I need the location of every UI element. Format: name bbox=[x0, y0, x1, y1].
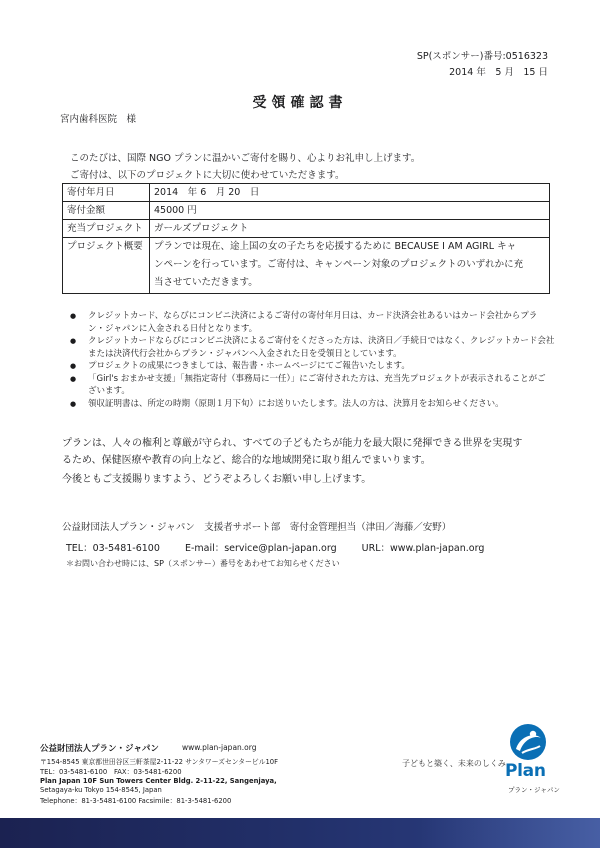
note-line: クレジットカードならびにコンビニ決済によるご寄付をくださった方は、決済日／手続日ではなく、クレジットカード会社 bbox=[88, 336, 555, 346]
row-label-donation-date: 寄付年月日 bbox=[63, 184, 150, 202]
row-value-donation-date: 2014 年 6 月 20 日 bbox=[150, 184, 550, 202]
overview-line: プランでは現在、途上国の女の子たちを応援するために BECAUSE I AM AGIRL キャ bbox=[154, 241, 517, 252]
note-line: 領収証明書は、所定の時期（原則１月下旬）にお送りいたします。法人の方は、決算月をお知らせください。 bbox=[88, 398, 504, 409]
overview-line: 当させていただきます。 bbox=[154, 277, 258, 288]
overview-line: ンペーンを行っています。ご寄付は、キャンペーン対象のプロジェクトのいずれかに充 bbox=[154, 259, 524, 270]
list-item bbox=[70, 398, 554, 411]
list-item bbox=[70, 360, 554, 373]
bullet-icon: ● bbox=[70, 337, 77, 345]
list-item bbox=[70, 373, 554, 398]
message-line: 今後ともご支援賜りますよう、どうぞよろしくお願い申し上げます。 bbox=[62, 474, 372, 485]
row-label-project: 充当プロジェクト bbox=[63, 220, 150, 238]
donation-table bbox=[62, 183, 550, 294]
contact-line bbox=[66, 540, 506, 554]
issue-date: 2014 年 5 月 15 日 bbox=[449, 67, 548, 78]
list-item bbox=[70, 335, 554, 360]
note-line: または決済代行会社からプラン・ジャパンへ入金された日を受領日としています。 bbox=[88, 348, 402, 359]
footer-address: 〒154-8545 東京都世田谷区三軒茶屋2-11-22 サンタワーズセンタービル10F bbox=[40, 758, 279, 766]
note-line: ざいます。 bbox=[88, 386, 130, 396]
row-label-overview: プロジェクト概要 bbox=[63, 238, 150, 294]
bullet-icon: ● bbox=[70, 312, 77, 320]
bullet-icon: ● bbox=[70, 362, 77, 370]
signature: 公益財団法人プラン・ジャパン 支援者サポート部 寄付金管理担当（津田／海藤／安野） bbox=[62, 522, 452, 533]
footer-url-link[interactable]: www.plan-japan.org bbox=[182, 743, 257, 752]
band-sheen bbox=[420, 818, 600, 848]
addressee: 宮内歯科医院 様 bbox=[60, 114, 137, 125]
bullet-icon: ● bbox=[70, 374, 77, 383]
row-value-overview bbox=[150, 238, 550, 294]
logo-subtitle: プラン・ジャパン bbox=[508, 786, 560, 794]
note-line: クレジットカード、ならびにコンビニ決済によるご寄付の寄付年月日は、カード決済会社あるいはカード会社からプラ bbox=[88, 311, 538, 321]
tagline: 子どもと築く、未来のしくみ bbox=[402, 759, 506, 768]
contact-url-link[interactable]: URL：www.plan-japan.org bbox=[361, 543, 485, 554]
logo-wordmark: Plan bbox=[505, 761, 546, 781]
note-line: 「Girl's おまかせ支援」「無指定寄付（事務局に一任）」にご寄付された方は、充当先プロジェクトが表示されることがご bbox=[88, 373, 546, 384]
contact-email-link[interactable]: E-mail：service@plan-japan.org bbox=[184, 543, 337, 554]
notes-list bbox=[70, 310, 554, 410]
footer-band bbox=[0, 818, 600, 848]
note-line: ン・ジャパンに入金される日付となります。 bbox=[88, 323, 258, 334]
table-row bbox=[63, 220, 550, 238]
intro-line: ご寄付は、以下のプロジェクトに大切に使わせていただきます。 bbox=[70, 170, 345, 181]
sponsor-number: SP(スポンサー)番号:0516323 bbox=[416, 51, 548, 62]
bullet-icon: ● bbox=[70, 399, 77, 408]
contact-tel: TEL：03-5481-6100 bbox=[66, 543, 160, 554]
footer-org-name: 公益財団法人プラン・ジャパン bbox=[40, 744, 159, 754]
footer-phone-en: Telephone：81-3-5481-6100 Facsimile：81-3-5481-6200 bbox=[40, 797, 232, 805]
intro-line: このたびは、国際 NGO プランに温かいご寄付を賜り、心よりお礼申し上げます。 bbox=[70, 153, 421, 164]
row-label-amount: 寄付金額 bbox=[63, 202, 150, 220]
message-line: プランは、人々の権利と尊厳が守られ、すべての子どもたちが能力を最大限に発揮できる世界を実現す bbox=[62, 438, 523, 449]
row-value-project: ガールズプロジェクト bbox=[150, 220, 550, 238]
note-line: プロジェクトの成果につきましては、報告書・ホームページにてご報告いたします。 bbox=[88, 361, 410, 371]
table-row bbox=[63, 202, 550, 220]
document-title: 受領確認書 bbox=[252, 95, 348, 111]
plan-globe-icon bbox=[508, 722, 548, 762]
footer-phone: TEL：03-5481-6100 FAX：03-5481-6200 bbox=[40, 768, 182, 776]
row-value-amount: 45000 円 bbox=[150, 202, 550, 220]
table-row bbox=[63, 238, 550, 294]
footer-address-en: Plan Japan 10F Sun Towers Center Bldg. 2-11-22, Sangenjaya, bbox=[40, 777, 277, 785]
list-item bbox=[70, 310, 554, 335]
message-line: るため、保健医療や教育の向上など、総合的な地域開発に取り組んでまいります。 bbox=[62, 455, 431, 466]
table-row bbox=[63, 184, 550, 202]
contact-note: ＊お問い合わせ時には、SP（スポンサー）番号をあわせてお知らせください bbox=[66, 559, 340, 568]
footer-address-en: Setagaya-ku Tokyo 154-8545, Japan bbox=[40, 786, 162, 794]
